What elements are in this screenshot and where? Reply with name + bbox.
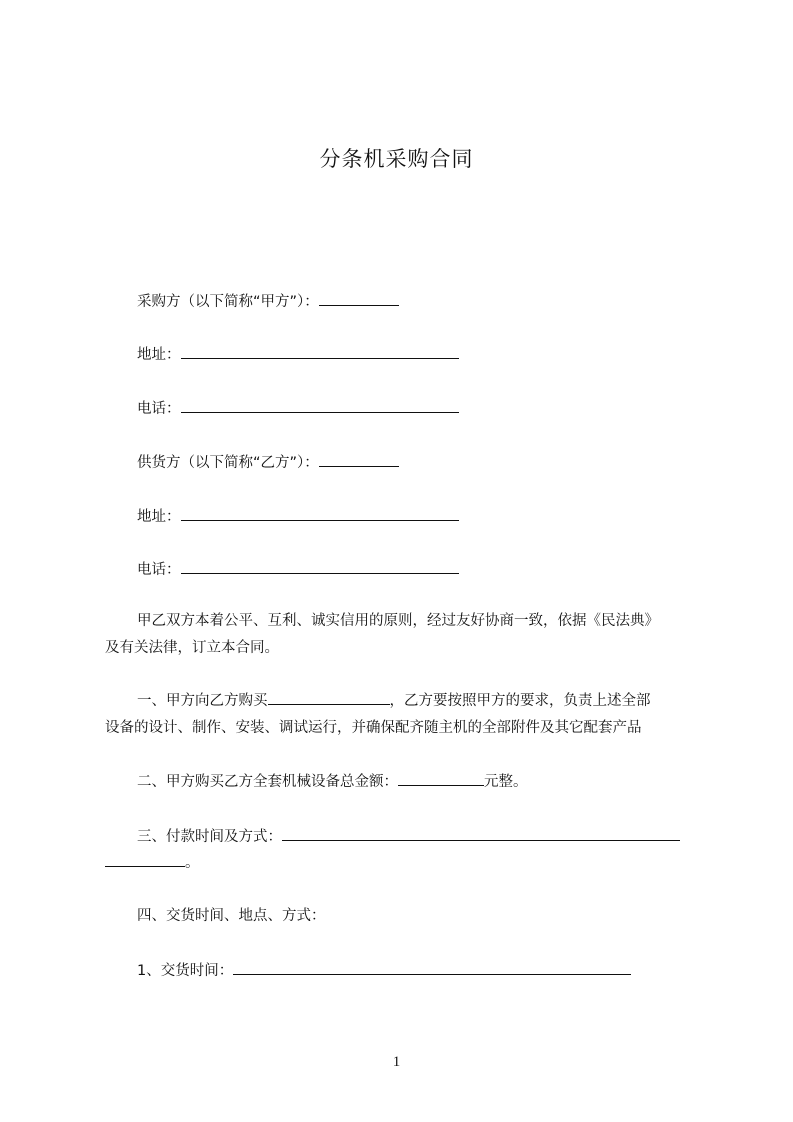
buyer-address-line <box>137 344 459 365</box>
clause-3-prefix: 三、付款时间及方式： <box>137 829 282 845</box>
intro-line-1: 甲乙双方本着公平、互利、诚实信用的原则，经过友好协商一致，依据《民法典》 <box>137 613 659 629</box>
clause-1-line-2: 设备的设计、制作、安装、调试运行，并确保配齐随主机的全部附件及其它配套产品 <box>105 720 642 736</box>
buyer-phone-blank <box>181 398 459 413</box>
clause-4-heading: 四、交货时间、地点、方式： <box>137 908 326 924</box>
clause-3-line-2-suffix: 。 <box>185 855 200 871</box>
supplier-address-line <box>137 506 459 527</box>
clause-2-suffix: 元整。 <box>484 774 528 790</box>
buyer-phone-label: 电话： <box>137 401 181 417</box>
clause-3-payment-blank-2 <box>105 852 185 867</box>
intro-line-2: 及有关法律，订立本合同。 <box>105 640 279 656</box>
buyer-name-blank <box>319 291 399 306</box>
supplier-label: 供货方（以下简称“乙方”）： <box>137 455 319 471</box>
buyer-address-label: 地址： <box>137 347 181 363</box>
supplier-address-label: 地址： <box>137 509 181 525</box>
delivery-time-blank <box>233 960 631 975</box>
clause-3-line-2 <box>105 852 200 873</box>
page-number: 1 <box>392 1054 401 1070</box>
clause-2-line <box>137 771 528 792</box>
supplier-phone-line <box>137 559 459 580</box>
clause-1-line-1 <box>137 690 651 711</box>
supplier-name-blank <box>319 452 399 467</box>
clause-2-prefix: 二、甲方购买乙方全套机械设备总金额： <box>137 774 398 790</box>
buyer-label: 采购方（以下简称“甲方”）： <box>137 294 319 310</box>
buyer-phone-line <box>137 398 459 419</box>
supplier-line <box>137 452 399 473</box>
supplier-phone-blank <box>181 559 459 574</box>
clause-2-amount-blank <box>398 771 484 786</box>
clause-4-item-1-line <box>137 960 631 981</box>
clause-4-item-1-label: 1、交货时间： <box>137 963 234 979</box>
clause-1-product-blank <box>268 690 390 705</box>
supplier-phone-label: 电话： <box>137 562 181 578</box>
clause-3-line-1 <box>137 826 680 847</box>
buyer-address-blank <box>181 344 459 359</box>
buyer-line <box>137 291 399 312</box>
page-title: 分条机采购合同 <box>319 147 474 171</box>
clause-3-payment-blank <box>282 826 680 841</box>
clause-1-prefix: 一、甲方向乙方购买 <box>137 693 268 709</box>
supplier-address-blank <box>181 506 459 521</box>
clause-1-suffix: ，乙方要按照甲方的要求，负责上述全部 <box>389 693 651 709</box>
